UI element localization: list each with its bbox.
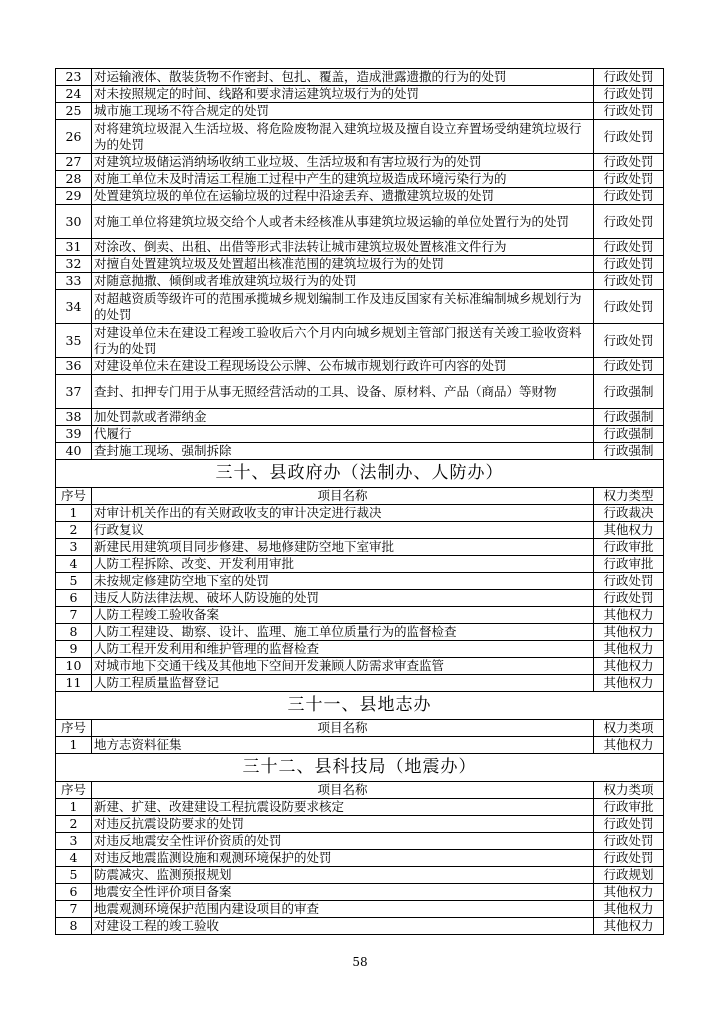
row-item-name: 行政复议 [92,522,594,539]
header-power-type: 权力类项 [594,782,664,799]
row-serial: 36 [56,358,92,375]
row-power-type: 行政处罚 [594,154,664,171]
row-item-name: 对随意抛撒、倾倒或者堆放建筑垃圾行为的处罚 [92,273,594,290]
row-item-name: 对施工单位未及时清运工程施工过程中产生的建筑垃圾造成环境污染行为的 [92,171,594,188]
row-item-name: 人防工程竣工验收备案 [92,607,594,624]
row-serial: 37 [56,375,92,409]
row-power-type: 行政强制 [594,409,664,426]
row-item-name: 地方志资料征集 [92,737,594,754]
row-serial: 4 [56,850,92,867]
table-row [56,120,664,154]
row-power-type: 行政处罚 [594,816,664,833]
row-power-type: 行政处罚 [594,273,664,290]
row-serial: 39 [56,426,92,443]
header-serial: 序号 [56,720,92,737]
row-item-name: 对违反地震安全性评价资质的处罚 [92,833,594,850]
header-item-name: 项目名称 [92,488,594,505]
row-item-name: 对违反地震监测设施和观测环境保护的处罚 [92,850,594,867]
row-serial: 23 [56,69,92,86]
table-row [56,171,664,188]
row-power-type: 行政处罚 [594,188,664,205]
section-title-row [56,754,664,782]
row-power-type: 行政处罚 [594,590,664,607]
row-serial: 27 [56,154,92,171]
row-serial: 3 [56,833,92,850]
row-item-name: 对审计机关作出的有关财政收支的审计决定进行裁决 [92,505,594,522]
row-item-name: 代履行 [92,426,594,443]
table-row [56,884,664,901]
row-serial: 6 [56,884,92,901]
table-row [56,86,664,103]
row-power-type: 其他权力 [594,641,664,658]
row-item-name: 对建设单位未在建设工程现场设公示牌、公布城市规划行政许可内容的处罚 [92,358,594,375]
row-power-type: 行政强制 [594,443,664,460]
table-row [56,573,664,590]
row-power-type: 行政审批 [594,556,664,573]
table-row [56,867,664,884]
row-power-type: 行政处罚 [594,86,664,103]
table-row [56,273,664,290]
table-row [56,69,664,86]
table-row [56,901,664,918]
section-title: 三十、县政府办（法制办、人防办） [56,460,664,488]
row-serial: 30 [56,205,92,239]
header-power-type: 权力类型 [594,488,664,505]
row-item-name: 对擅自处置建筑垃圾及处置超出核准范围的建筑垃圾行为的处罚 [92,256,594,273]
row-item-name: 地震观测环境保护范围内建设项目的审查 [92,901,594,918]
row-power-type: 行政强制 [594,426,664,443]
row-power-type: 行政处罚 [594,358,664,375]
row-serial: 5 [56,573,92,590]
table-row [56,590,664,607]
row-power-type: 其他权力 [594,737,664,754]
header-serial: 序号 [56,782,92,799]
row-serial: 3 [56,539,92,556]
row-item-name: 城市施工现场不符合规定的处罚 [92,103,594,120]
row-power-type: 其他权力 [594,901,664,918]
row-item-name: 对将建筑垃圾混入生活垃圾、将危险废物混入建筑垃圾及擅自设立弃置场受纳建筑垃圾行为的处罚 [92,120,594,154]
table-row [56,658,664,675]
row-power-type: 行政处罚 [594,324,664,358]
row-power-type: 其他权力 [594,675,664,692]
table-header-row [56,782,664,799]
row-item-name: 对涂改、倒卖、出租、出借等形式非法转让城市建筑垃圾处置核准文件行为 [92,239,594,256]
row-serial: 8 [56,624,92,641]
row-serial: 31 [56,239,92,256]
row-serial: 7 [56,607,92,624]
row-power-type: 行政规划 [594,867,664,884]
row-power-type: 其他权力 [594,624,664,641]
table-row [56,556,664,573]
row-serial: 38 [56,409,92,426]
section-title-row [56,692,664,720]
row-power-type: 其他权力 [594,918,664,935]
table-row [56,205,664,239]
row-item-name: 加处罚款或者滞纳金 [92,409,594,426]
row-item-name: 对建设工程的竣工验收 [92,918,594,935]
row-item-name: 对施工单位将建筑垃圾交给个人或者未经核准从事建筑垃圾运输的单位处置行为的处罚 [92,205,594,239]
row-power-type: 行政审批 [594,539,664,556]
row-serial: 4 [56,556,92,573]
table-row [56,850,664,867]
row-serial: 33 [56,273,92,290]
power-list-table [55,68,664,935]
row-power-type: 行政处罚 [594,850,664,867]
table-row [56,675,664,692]
row-serial: 24 [56,86,92,103]
row-serial: 6 [56,590,92,607]
table-row [56,522,664,539]
row-item-name: 人防工程建设、勘察、设计、监理、施工单位质量行为的监督检查 [92,624,594,641]
table-header-row [56,488,664,505]
row-item-name: 新建民用建筑项目同步修建、易地修建防空地下室审批 [92,539,594,556]
power-list-table-sheet [55,68,663,935]
table-row [56,624,664,641]
row-power-type: 行政处罚 [594,239,664,256]
row-serial: 1 [56,505,92,522]
row-power-type: 行政处罚 [594,103,664,120]
row-item-name: 人防工程开发利用和维护管理的监督检查 [92,641,594,658]
section-title: 三十二、县科技局（地震办） [56,754,664,782]
row-serial: 35 [56,324,92,358]
row-serial: 34 [56,290,92,324]
row-power-type: 行政裁决 [594,505,664,522]
section-title-row [56,460,664,488]
header-serial: 序号 [56,488,92,505]
row-item-name: 地震安全性评价项目备案 [92,884,594,901]
row-power-type: 其他权力 [594,884,664,901]
row-serial: 1 [56,737,92,754]
row-power-type: 其他权力 [594,658,664,675]
row-item-name: 违反人防法律法规、破坏人防设施的处罚 [92,590,594,607]
row-serial: 10 [56,658,92,675]
table-row [56,375,664,409]
row-serial: 25 [56,103,92,120]
row-item-name: 人防工程质量监督登记 [92,675,594,692]
row-item-name: 查封、扣押专门用于从事无照经营活动的工具、设备、原材料、产品（商品）等财物 [92,375,594,409]
table-row [56,290,664,324]
table-row [56,358,664,375]
row-item-name: 查封施工现场、强制拆除 [92,443,594,460]
header-item-name: 项目名称 [92,720,594,737]
row-power-type: 行政强制 [594,375,664,409]
table-row [56,799,664,816]
table-row [56,239,664,256]
row-item-name: 新建、扩建、改建建设工程抗震设防要求核定 [92,799,594,816]
row-serial: 1 [56,799,92,816]
row-power-type: 其他权力 [594,607,664,624]
row-serial: 2 [56,522,92,539]
row-power-type: 行政处罚 [594,171,664,188]
row-item-name: 对运输液体、散装货物不作密封、包扎、覆盖，造成泄露遗撒的行为的处罚 [92,69,594,86]
row-item-name: 对未按照规定的时间、线路和要求清运建筑垃圾行为的处罚 [92,86,594,103]
table-row [56,737,664,754]
row-serial: 40 [56,443,92,460]
row-power-type: 行政处罚 [594,290,664,324]
row-power-type: 其他权力 [594,522,664,539]
row-serial: 26 [56,120,92,154]
row-item-name: 对超越资质等级许可的范围承揽城乡规划编制工作及违反国家有关标准编制城乡规划行为的处罚 [92,290,594,324]
row-item-name: 防震减灾、监测预报规划 [92,867,594,884]
table-row [56,103,664,120]
row-serial: 7 [56,901,92,918]
row-power-type: 行政处罚 [594,205,664,239]
table-row [56,154,664,171]
row-serial: 2 [56,816,92,833]
row-power-type: 行政审批 [594,799,664,816]
table-row [56,607,664,624]
row-power-type: 行政处罚 [594,573,664,590]
row-serial: 5 [56,867,92,884]
row-item-name: 对建设单位未在建设工程竣工验收后六个月内向城乡规划主管部门报送有关竣工验收资料行为的处罚 [92,324,594,358]
row-power-type: 行政处罚 [594,256,664,273]
table-row [56,833,664,850]
table-row [56,324,664,358]
table-row [56,539,664,556]
table-row [56,443,664,460]
table-row [56,641,664,658]
table-row [56,256,664,273]
table-header-row [56,720,664,737]
row-item-name: 对建筑垃圾储运消纳场收纳工业垃圾、生活垃圾和有害垃圾行为的处罚 [92,154,594,171]
row-power-type: 行政处罚 [594,69,664,86]
row-serial: 29 [56,188,92,205]
row-item-name: 对违反抗震设防要求的处罚 [92,816,594,833]
header-power-type: 权力类项 [594,720,664,737]
section-title: 三十一、县地志办 [56,692,664,720]
row-power-type: 行政处罚 [594,120,664,154]
table-row [56,505,664,522]
row-serial: 8 [56,918,92,935]
row-item-name: 未按规定修建防空地下室的处罚 [92,573,594,590]
table-row [56,188,664,205]
row-power-type: 行政处罚 [594,833,664,850]
row-serial: 9 [56,641,92,658]
row-item-name: 对城市地下交通干线及其他地下空间开发兼顾人防需求审查监管 [92,658,594,675]
table-row [56,918,664,935]
page-number: 58 [352,955,368,969]
row-serial: 11 [56,675,92,692]
table-row [56,426,664,443]
header-item-name: 项目名称 [92,782,594,799]
row-serial: 32 [56,256,92,273]
table-row [56,816,664,833]
row-serial: 28 [56,171,92,188]
row-item-name: 人防工程拆除、改变、开发利用审批 [92,556,594,573]
table-row [56,409,664,426]
row-item-name: 处置建筑垃圾的单位在运输垃圾的过程中沿途丢弃、遗撒建筑垃圾的处罚 [92,188,594,205]
